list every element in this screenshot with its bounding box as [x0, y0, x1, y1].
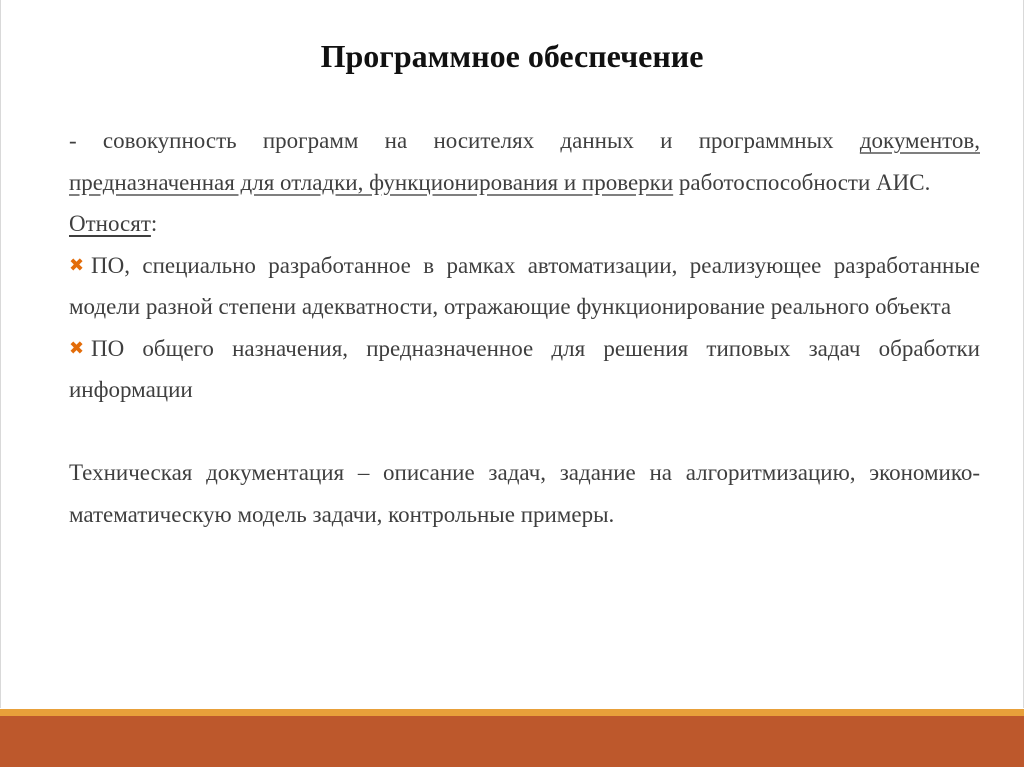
- bullet-text-1: ПО, специально разработанное в рамках автоматизации, реализующее разработанные модели разной степени адекватности, отражающие функционирование реального объекта: [69, 252, 980, 319]
- intro-text-start: - совокупность программ на носителях данных и программных: [69, 128, 860, 153]
- footer-accent-line: [0, 709, 1024, 716]
- intro-paragraph: [69, 120, 980, 203]
- intro-text-end: работоспособности АИС.: [673, 169, 931, 195]
- footer-bar: [0, 716, 1024, 767]
- slide-left-border: [0, 0, 1, 708]
- relates-colon: :: [150, 211, 158, 236]
- cross-bullet-icon: ✖: [69, 254, 85, 276]
- bullet-text-2: ПО общего назначения, предназначенное для решения типовых задач обработки информации: [69, 335, 980, 402]
- relates-label: Относят: [69, 211, 151, 236]
- bullet-item-2: [69, 328, 980, 411]
- paragraph-spacer: [69, 411, 980, 453]
- slide-content: [69, 120, 980, 535]
- relates-heading: [69, 203, 980, 245]
- slide-title: Программное обеспечение: [320, 38, 704, 74]
- intro-text-underlined: документов, предназначенная для отладки, функционирования и проверки: [69, 128, 980, 195]
- cross-bullet-icon: ✖: [69, 337, 85, 359]
- bullet-item-1: [69, 245, 980, 328]
- tech-doc-paragraph: Техническая документация – описание задач, задание на алгоритмизацию, экономико-математическую модель задачи, контрольные примеры.: [69, 460, 980, 527]
